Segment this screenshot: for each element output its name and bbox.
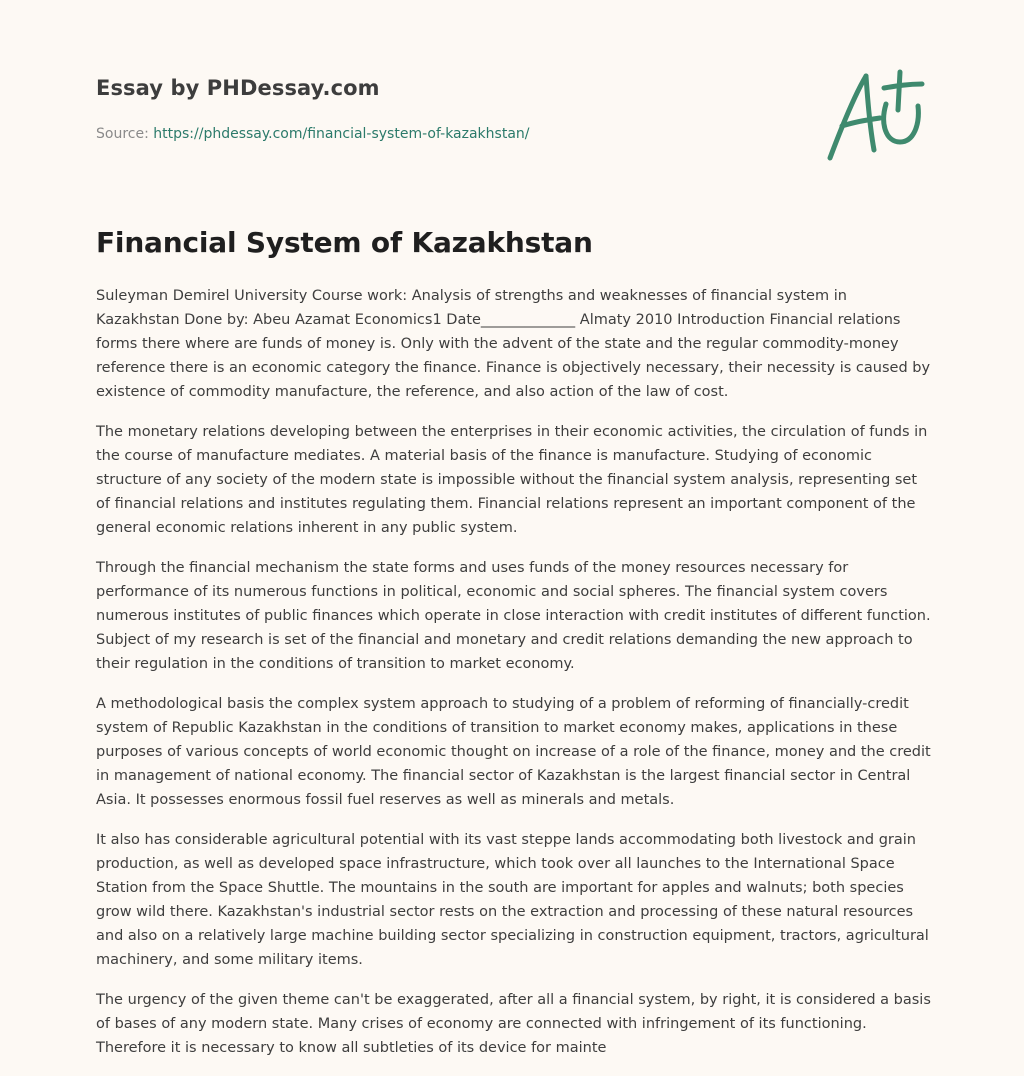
- essay-paragraph: A methodological basis the complex system approach to studying of a problem of reforming of financially-credit system of Republic Kazakhstan in the conditions of transition to market economy makes, applications in these purposes of various concepts of world economic thought on increase of a role of the finance, money and the credit in management of national economy. The financial sector of Kazakhstan is the largest financial sector in Central Asia. It possesses enormous fossil fuel reserves as well as minerals and metals.: [96, 696, 931, 808]
- source-link[interactable]: https://phdessay.com/financial-system-of-kazakhstan/: [153, 126, 530, 142]
- a-plus-logo-graphic: [820, 66, 930, 166]
- essay-paragraph: Suleyman Demirel University Course work: Analysis of strengths and weaknesses of financial system in Kazakhstan Done by: Abeu Azamat Economics1 Date_____________ Almaty 2010 Introduction Financial relations forms there where are funds of money is. Only with the advent of the state and the regular commodity-money reference there is an economic category the finance. Finance is objectively necessary, their necessity is caused by existence of commodity manufacture, the reference, and also action of the law of cost.: [96, 288, 931, 400]
- essay-title: Financial System of Kazakhstan: [96, 226, 593, 259]
- page-header: [96, 76, 796, 142]
- essay-paragraph: Through the financial mechanism the state forms and uses funds of the money resources necessary for performance of its numerous functions in political, economic and social spheres. The financial system covers numerous institutes of public finances which operate in close interaction with credit institutes of different function. Subject of my research is set of the financial and monetary and credit relations demanding the new approach to their regulation in the conditions of transition to market economy.: [96, 560, 931, 672]
- a-plus-grade-icon: [820, 66, 930, 166]
- essay-paragraph: It also has considerable agricultural potential with its vast steppe lands accommodating both livestock and grain production, as well as developed space infrastructure, which took over all launches to the International Space Station from the Space Shuttle. The mountains in the south are important for apples and walnuts; both species grow wild there. Kazakhstan's industrial sector rests on the extraction and processing of these natural resources and also on a relatively large machine building sector specializing in construction equipment, tractors, agricultural machinery, and some military items.: [96, 832, 929, 968]
- brand-title: Essay by PHDessay.com: [96, 76, 380, 100]
- essay-paragraph: The urgency of the given theme can't be exaggerated, after all a financial system, by right, it is considered a basis of bases of any modern state. Many crises of economy are connected with infringement of its functioning. Therefore it is necessary to know all subtleties of its device for mainte: [96, 992, 931, 1056]
- source-label: Source:: [96, 126, 154, 142]
- source-line: [96, 126, 796, 142]
- essay-body: [96, 284, 932, 1076]
- essay-paragraph: The monetary relations developing between the enterprises in their economic activities, the circulation of funds in the course of manufacture mediates. A material basis of the finance is manufacture. Studying of economic structure of any society of the modern state is impossible without the financial system analysis, representing set of financial relations and institutes regulating them. Financial relations represent an important component of the general economic relations inherent in any public system.: [96, 424, 928, 536]
